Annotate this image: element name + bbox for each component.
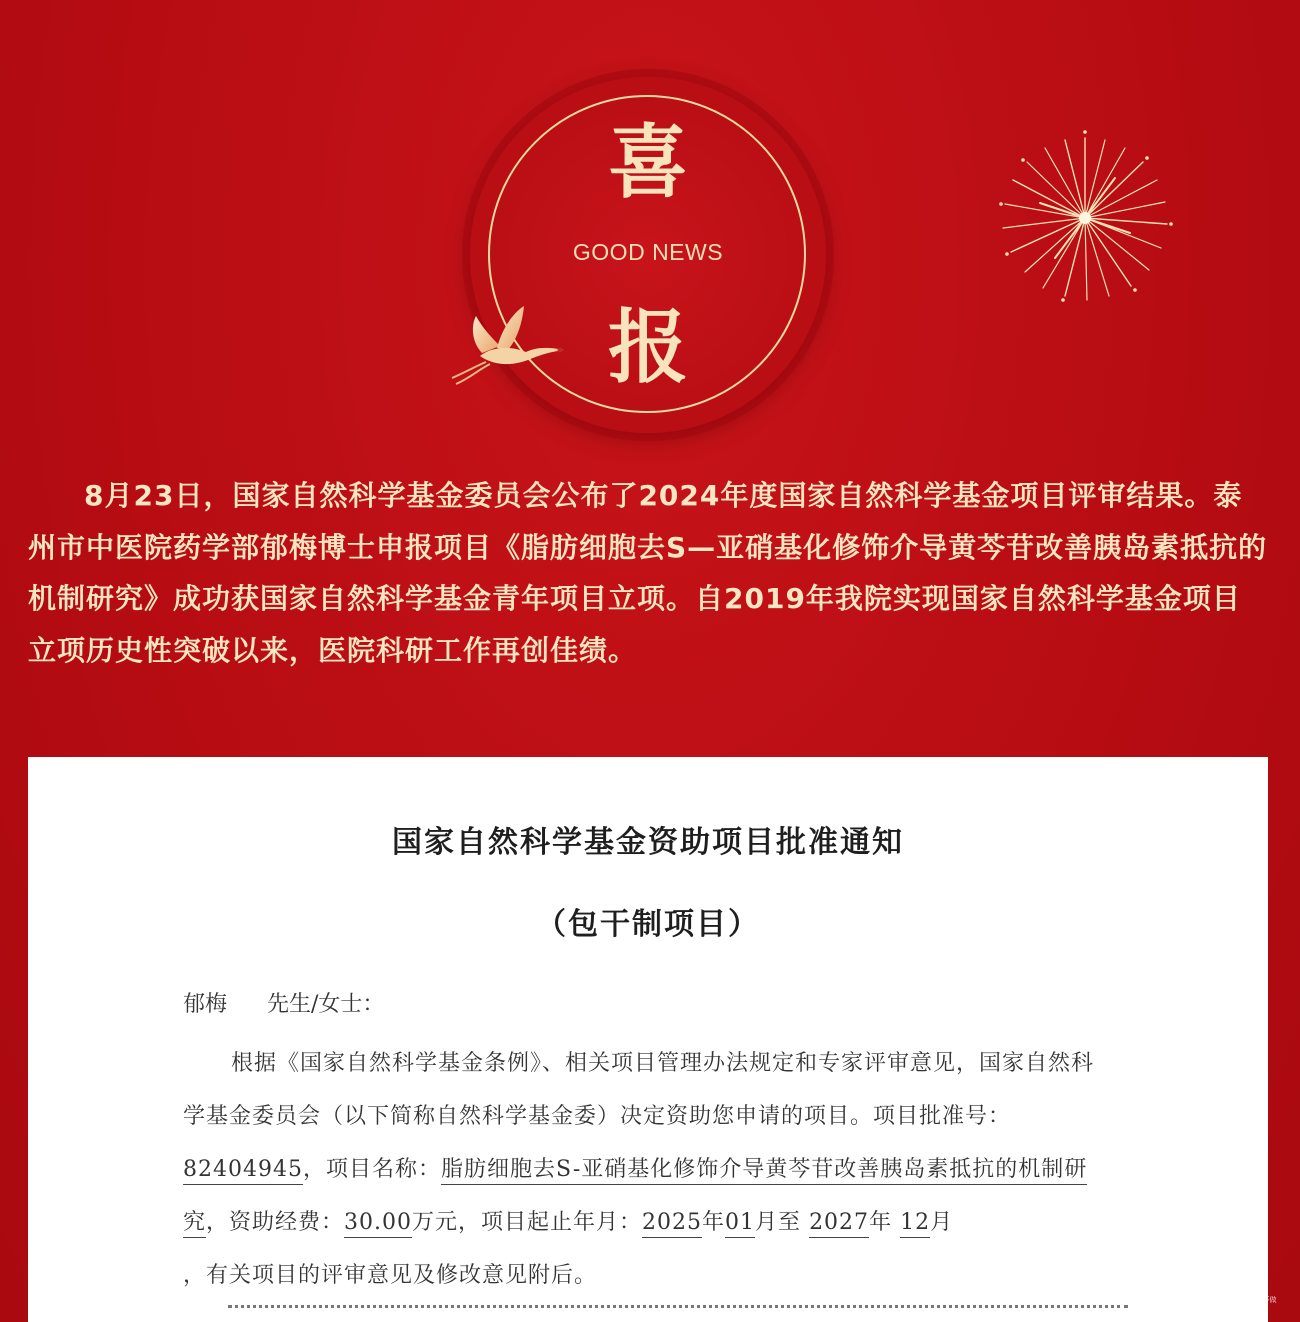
crane-icon (442, 298, 572, 388)
project-number: 82404945 (183, 1157, 303, 1185)
funding-unit: 万元，项目起止年月： (412, 1210, 643, 1235)
recipient-name: 郁梅 (183, 992, 228, 1017)
site-watermark (1158, 1280, 1298, 1308)
intro-text (28, 470, 1268, 676)
cut-off-next-line (228, 1305, 1128, 1314)
notice-subtitle: （包干制项目） (536, 907, 760, 942)
label-funding: ，资助经费： (206, 1210, 345, 1235)
year-char-1: 年 (702, 1210, 726, 1235)
end-month: 12 (900, 1210, 930, 1238)
notice-body (183, 1037, 1103, 1302)
end-year: 2027 (809, 1210, 869, 1238)
month-char: 月 (930, 1210, 954, 1235)
watermark-sub: 数据来自 · 仅供参考 · 不做 (1194, 1297, 1277, 1304)
firework-icon (995, 128, 1175, 308)
label-project-name: ，项目名称： (302, 1157, 441, 1182)
approval-notice-document (28, 757, 1268, 1322)
start-year: 2025 (642, 1210, 702, 1238)
watermark-logo: 新元 (1158, 1282, 1190, 1304)
funding-amount: 30.00 (344, 1210, 412, 1238)
salutation-text: 先生/女士： (267, 992, 385, 1017)
project-name: 脂肪细胞去S-亚硝基化修饰介导黄芩苷改善胰岛素抵抗的机制研究 (183, 1157, 1087, 1238)
watermark-url: www.163.net (1194, 1280, 1267, 1294)
badge-char-top: 喜 (608, 115, 688, 209)
notice-salutation (183, 987, 384, 1018)
year-char-2: 年 (869, 1210, 893, 1235)
notice-title: 国家自然科学基金资助项目批准通知 (392, 825, 904, 860)
badge-subtitle: GOOD NEWS (572, 239, 724, 265)
start-month: 01 (725, 1210, 755, 1238)
intro-paragraph: 8月23日，国家自然科学基金委员会公布了2024年度国家自然科学基金项目评审结果。泰州市中医院药学部郁梅博士申报项目《脂肪细胞去S—亚硝基化修饰介导黄芩苷改善胰岛素抵抗的机制研究》成功获国家自然科学基金青年项目立项。自2019年我院实现国家自然科学基金项目立项历史性突破以来，医院科研工作再创佳绩。 (28, 479, 1268, 667)
to-text: 月至 (755, 1210, 802, 1235)
badge-char-bottom: 报 (608, 300, 688, 394)
body-end: ，有关项目的评审意见及修改意见附后。 (183, 1263, 598, 1288)
body-part1: 根据《国家自然科学基金条例》、相关项目管理办法规定和专家评审意见，国家自然科学基金委员会（以下简称自然科学基金委）决定资助您申请的项目。项目批准号： (183, 1051, 1095, 1129)
